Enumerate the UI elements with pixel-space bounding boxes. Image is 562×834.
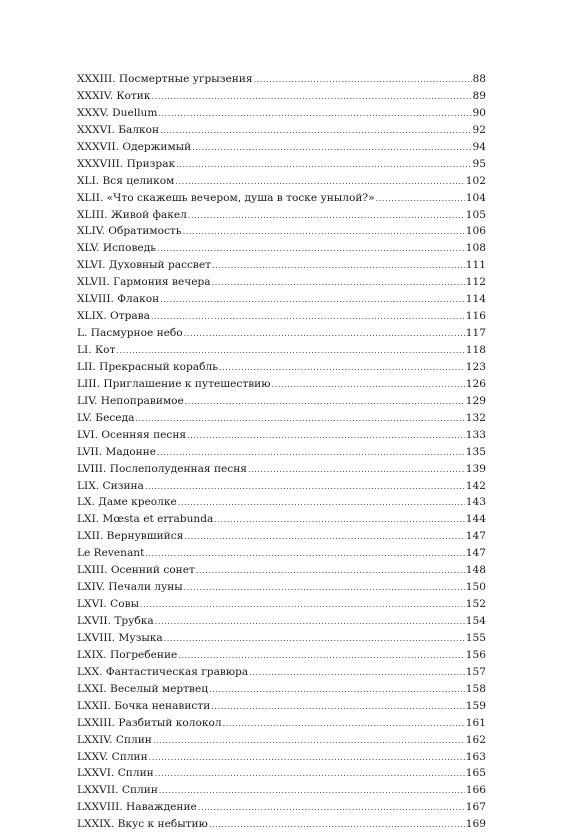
toc-entry-title: LXIII. Осенний сонет — [77, 564, 195, 577]
toc-entry[interactable] — [77, 461, 486, 478]
toc-entry[interactable] — [77, 681, 486, 698]
toc-entry-page-number: 150 — [465, 581, 486, 594]
toc-entry-page-number: 147 — [465, 530, 486, 543]
toc-entry-page-number: 139 — [465, 462, 486, 475]
dot-leader — [376, 191, 465, 208]
dot-leader — [160, 292, 465, 309]
toc-entry-page-number: 132 — [465, 411, 486, 424]
dot-leader — [254, 72, 472, 89]
toc-entry-page-number: 112 — [465, 276, 486, 289]
dot-leader — [185, 394, 465, 411]
toc-entry-page-number: 144 — [465, 513, 486, 526]
toc-entry-title: XXXIV. Котик — [77, 89, 151, 102]
toc-entry-page-number: 163 — [465, 750, 486, 763]
toc-entry[interactable] — [77, 749, 486, 766]
toc-entry-title: Le Revenant — [77, 547, 145, 560]
toc-entry-page-number: 166 — [465, 784, 486, 797]
toc-entry[interactable] — [77, 342, 486, 359]
toc-entry-title: LXXIX. Вкус к небытию — [77, 818, 208, 831]
toc-entry[interactable] — [77, 325, 486, 342]
dot-leader — [155, 766, 465, 783]
toc-entry-page-number: 162 — [465, 733, 486, 746]
toc-entry-page-number: 116 — [465, 310, 486, 323]
toc-entry[interactable] — [77, 647, 486, 664]
dot-leader — [223, 716, 465, 733]
dot-leader — [209, 682, 465, 699]
dot-leader — [192, 140, 471, 157]
toc-entry[interactable] — [77, 240, 486, 257]
toc-entry[interactable] — [77, 715, 486, 732]
dot-leader — [211, 699, 464, 716]
dot-leader — [155, 614, 465, 631]
dot-leader — [135, 411, 464, 428]
toc-entry-title: LXVIII. Музыка — [77, 631, 163, 644]
toc-entry-page-number: 133 — [465, 428, 486, 441]
toc-entry[interactable] — [77, 257, 486, 274]
toc-entry[interactable] — [77, 223, 486, 240]
toc-entry-title: LVIII. Послеполуденная песня — [77, 462, 247, 475]
toc-entry-page-number: 156 — [465, 648, 486, 661]
toc-entry-title: L. Пасмурное небо — [77, 327, 183, 340]
toc-entry[interactable] — [77, 444, 486, 461]
dot-leader — [184, 529, 464, 546]
toc-entry-page-number: 118 — [465, 344, 486, 356]
toc-entry-title: XLIX. Отрава — [77, 310, 150, 323]
dot-leader — [178, 495, 465, 512]
toc-entry-title: LXXVI. Сплин — [77, 767, 154, 780]
toc-entry-title: XLVII. Гармония вечера — [77, 276, 211, 289]
toc-entry-page-number: 114 — [465, 293, 486, 306]
toc-entry-title: XXXVII. Одержимый — [77, 140, 192, 153]
toc-entry[interactable] — [77, 122, 486, 139]
dot-leader — [214, 512, 464, 529]
toc-entry[interactable] — [77, 376, 486, 393]
toc-entry[interactable] — [77, 698, 486, 715]
toc-entry[interactable] — [77, 105, 486, 122]
toc-entry[interactable] — [77, 596, 486, 613]
dot-leader — [116, 343, 464, 360]
toc-entry-title: LXII. Вернувшийся — [77, 530, 184, 543]
toc-entry-title: XLV. Исповедь — [77, 242, 156, 255]
toc-entry[interactable] — [77, 190, 486, 207]
dot-leader — [187, 428, 465, 445]
toc-entry-page-number: 126 — [465, 377, 486, 390]
toc-entry-title: LXIV. Печали луны — [77, 581, 183, 594]
toc-entry-title: LXIX. Погребение — [77, 648, 178, 661]
toc-entry-page-number: 95 — [472, 157, 486, 170]
toc-entry[interactable] — [77, 359, 486, 376]
dot-leader — [151, 309, 465, 326]
toc-entry-page-number: 142 — [465, 479, 486, 492]
toc-entry[interactable] — [77, 765, 486, 782]
toc-entry[interactable] — [77, 494, 486, 511]
toc-entry-page-number: 169 — [465, 818, 486, 831]
toc-entry[interactable] — [77, 173, 486, 190]
dot-leader — [219, 360, 465, 377]
toc-entry-page-number: 106 — [465, 225, 486, 238]
toc-entry-title: LII. Прекрасный корабль — [77, 360, 218, 373]
toc-entry-page-number: 108 — [465, 242, 486, 255]
toc-entry-page-number: 135 — [465, 445, 486, 458]
toc-entry-title: XLVI. Духовный рассвет — [77, 259, 212, 272]
toc-entry-title: LIII. Приглашение к путешествию — [77, 377, 271, 390]
toc-entry-title: XLI. Вся целиком — [77, 174, 175, 187]
toc-entry-page-number: 148 — [465, 564, 486, 577]
toc-entry[interactable] — [77, 816, 486, 833]
toc-entry[interactable] — [77, 410, 486, 427]
toc-entry-title: XXXIII. Посмертные угрызения — [77, 73, 253, 85]
toc-entry[interactable] — [77, 139, 486, 156]
toc-entry-title: XXXVI. Балкон — [77, 123, 160, 136]
toc-entry[interactable] — [77, 511, 486, 528]
toc-entry-title: LVI. Осенняя песня — [77, 428, 187, 441]
toc-entry-title: XXXV. Duellum — [77, 106, 158, 119]
toc-entry[interactable] — [77, 562, 486, 579]
toc-entry[interactable] — [77, 782, 486, 799]
dot-leader — [175, 174, 464, 191]
table-of-contents — [77, 71, 486, 833]
dot-leader — [157, 445, 465, 462]
dot-leader — [212, 275, 465, 292]
toc-entry-page-number: 102 — [465, 174, 486, 187]
toc-entry-page-number: 154 — [465, 615, 486, 627]
toc-entry-page-number: 123 — [465, 360, 486, 373]
dot-leader — [188, 208, 465, 225]
toc-entry-page-number: 105 — [465, 208, 486, 221]
toc-entry-title: LXXII. Бочка ненависти — [77, 699, 211, 712]
toc-entry-title: LXVI. Совы — [77, 598, 140, 611]
dot-leader — [149, 750, 465, 767]
toc-entry[interactable] — [77, 545, 486, 562]
toc-entry-title: XXXVIII. Призрак — [77, 157, 176, 170]
toc-entry-page-number: 90 — [472, 106, 486, 119]
toc-entry[interactable] — [77, 274, 486, 291]
dot-leader — [158, 106, 471, 123]
toc-entry-page-number: 104 — [465, 191, 486, 204]
toc-entry-title: XLII. «Что скажешь вечером, душа в тоске унылой?» — [77, 191, 375, 204]
toc-entry-title: LXI. Mœsta et errabunda — [77, 513, 214, 526]
dot-leader — [160, 123, 471, 140]
toc-entry-title: LXX. Фантастическая гравюра — [77, 665, 249, 678]
toc-entry[interactable] — [77, 88, 486, 105]
dot-leader — [140, 597, 465, 614]
toc-entry-page-number: 143 — [465, 496, 486, 509]
toc-entry-title: LIX. Сизина — [77, 479, 144, 492]
toc-entry[interactable] — [77, 528, 486, 545]
toc-entry-title: LVII. Мадонне — [77, 445, 156, 458]
dot-leader — [249, 665, 465, 682]
toc-entry[interactable] — [77, 732, 486, 749]
toc-entry-page-number: 167 — [465, 801, 486, 814]
toc-entry-title: LI. Кот — [77, 344, 116, 356]
toc-entry[interactable] — [77, 393, 486, 410]
toc-entry[interactable] — [77, 664, 486, 681]
toc-entry-title: LX. Даме креолке — [77, 496, 177, 509]
toc-entry-page-number: 158 — [465, 682, 486, 695]
toc-entry-page-number: 159 — [465, 699, 486, 712]
toc-entry-page-number: 88 — [472, 73, 486, 85]
toc-entry-title: LXXI. Веселый мертвец — [77, 682, 209, 695]
dot-leader — [183, 224, 465, 241]
toc-entry-title: LXVII. Трубка — [77, 615, 154, 627]
toc-entry-title: LV. Беседа — [77, 411, 135, 424]
dot-leader — [271, 377, 464, 394]
dot-leader — [145, 546, 464, 563]
dot-leader — [145, 479, 465, 496]
toc-entry[interactable] — [77, 630, 486, 647]
toc-entry-title: LXXIII. Разбитый колокол — [77, 716, 222, 729]
toc-entry-title: LXXIV. Сплин — [77, 733, 152, 746]
toc-entry-page-number: 147 — [465, 547, 486, 560]
toc-entry-page-number: 117 — [465, 327, 486, 340]
dot-leader — [209, 817, 465, 834]
dot-leader — [153, 733, 465, 750]
toc-entry[interactable] — [77, 478, 486, 495]
toc-entry-page-number: 94 — [472, 140, 486, 153]
toc-entry[interactable] — [77, 308, 486, 325]
dot-leader — [196, 563, 465, 580]
dot-leader — [159, 783, 465, 800]
toc-entry-page-number: 155 — [465, 631, 486, 644]
toc-entry-page-number: 157 — [465, 665, 486, 678]
toc-entry-title: LIV. Непоправимое — [77, 394, 184, 407]
toc-entry-page-number: 92 — [472, 123, 486, 136]
dot-leader — [164, 631, 465, 648]
toc-entry-title: LXXVII. Сплин — [77, 784, 158, 797]
toc-entry-page-number: 129 — [465, 394, 486, 407]
dot-leader — [176, 157, 471, 174]
dot-leader — [157, 241, 465, 258]
dot-leader — [151, 89, 471, 106]
toc-entry[interactable] — [77, 579, 486, 596]
toc-entry[interactable] — [77, 207, 486, 224]
toc-entry-page-number: 111 — [465, 259, 486, 272]
toc-entry[interactable] — [77, 156, 486, 173]
toc-entry-page-number: 165 — [465, 767, 486, 780]
toc-entry-page-number: 161 — [465, 716, 486, 729]
dot-leader — [198, 800, 465, 817]
dot-leader — [212, 258, 465, 275]
toc-entry[interactable] — [77, 613, 486, 630]
toc-entry-page-number: 89 — [472, 89, 486, 102]
dot-leader — [178, 648, 464, 665]
toc-entry-title: XLVIII. Флакон — [77, 293, 160, 306]
toc-entry[interactable] — [77, 799, 486, 816]
toc-entry-title: XLIII. Живой факел — [77, 208, 187, 221]
toc-entry-page-number: 152 — [465, 598, 486, 611]
dot-leader — [248, 462, 465, 479]
toc-entry-title: LXXVIII. Наваждение — [77, 801, 197, 814]
dot-leader — [184, 326, 465, 343]
toc-entry-title: LXXV. Сплин — [77, 750, 148, 763]
toc-entry-title: XLIV. Обратимость — [77, 225, 182, 238]
toc-entry[interactable] — [77, 71, 486, 88]
dot-leader — [184, 580, 465, 597]
toc-entry[interactable] — [77, 427, 486, 444]
toc-entry[interactable] — [77, 291, 486, 308]
